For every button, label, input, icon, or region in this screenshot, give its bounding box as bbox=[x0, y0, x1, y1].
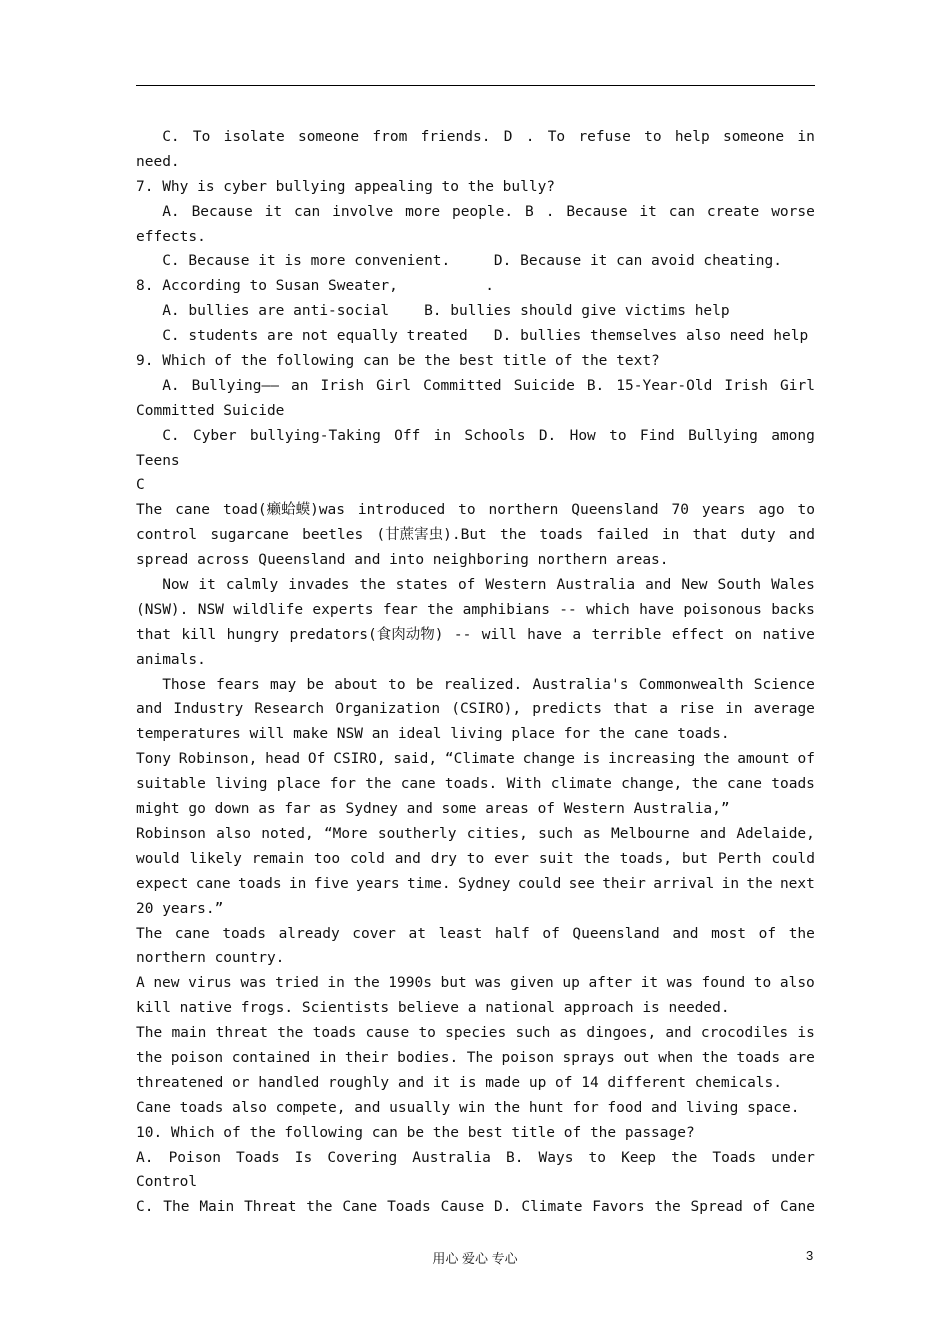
text-line: (NSW). NSW wildlife experts fear the amphibians -- which have poisonous backs bbox=[136, 601, 815, 618]
text-line: Teens bbox=[136, 452, 180, 469]
text-line: C. To isolate someone from friends. D . To refuse to help someone in bbox=[136, 129, 815, 145]
text-line: Committed Suicide bbox=[136, 402, 285, 419]
text-line: A. Bullying—— an Irish Girl Committed Suicide B. 15-Year-Old Irish Girl bbox=[136, 377, 815, 394]
text-line: 7. Why is cyber bullying appealing to the bully? bbox=[136, 178, 556, 195]
footer-motto: 用心 爱心 专心 bbox=[432, 1251, 518, 1266]
text-line: 9. Which of the following can be the best title of the text? bbox=[136, 353, 660, 370]
text-line: Tony Robinson, head Of CSIRO, said, “Climate change is increasing the amount of bbox=[136, 751, 815, 768]
text-line: animals. bbox=[136, 651, 206, 668]
text-line: C bbox=[136, 477, 145, 494]
text-line: Robinson also noted, “More southerly cities, such as Melbourne and Adelaide, bbox=[136, 825, 815, 842]
text-line: C. students are not equally treated D. bullies themselves also need help bbox=[136, 328, 809, 345]
text-line: might go down as far as Sydney and some areas of Western Australia,” bbox=[136, 801, 730, 818]
header-rule bbox=[136, 85, 815, 86]
text-line: expect cane toads in five years time. Sydney could see their arrival in the next bbox=[136, 875, 815, 892]
text-line: threatened or handled roughly and it is made up of 14 different chemicals. bbox=[136, 1074, 783, 1091]
text-line: effects. bbox=[136, 228, 206, 245]
text-line: control sugarcane beetles (甘蔗害虫).But the toads failed in that duty and bbox=[136, 527, 815, 544]
text-line: that kill hungry predators(食肉动物) -- will have a terrible effect on native bbox=[136, 626, 815, 643]
text-line: suitable living place for the cane toads. With climate change, the cane toads bbox=[136, 776, 815, 793]
text-line: C. The Main Threat the Cane Toads Cause D. Climate Favors the Spread of Cane bbox=[136, 1199, 815, 1216]
text-line: the poison contained in their bodies. The poison sprays out when the toads are bbox=[136, 1049, 815, 1066]
text-line: and Industry Research Organization (CSIRO), predicts that a rise in average bbox=[136, 701, 815, 718]
document-body bbox=[136, 125, 815, 1220]
text-line: The main threat the toads cause to species such as dingoes, and crocodiles is bbox=[136, 1025, 815, 1042]
text-line: Now it calmly invades the states of Western Australia and New South Wales bbox=[136, 577, 815, 594]
text-line: kill native frogs. Scientists believe a national approach is needed. bbox=[136, 1000, 730, 1017]
text-line: temperatures will make NSW an ideal living place for the cane toads. bbox=[136, 726, 730, 743]
text-line: Those fears may be about to be realized. Australia's Commonwealth Science bbox=[136, 676, 815, 693]
text-line: 8. According to Susan Sweater, . bbox=[136, 278, 494, 295]
text-line: C. Because it is more convenient. D. Because it can avoid cheating. bbox=[136, 253, 783, 270]
text-line: 10. Which of the following can be the best title of the passage? bbox=[136, 1124, 695, 1141]
text-line: would likely remain too cold and dry to ever suit the toads, but Perth could bbox=[136, 850, 815, 867]
text-line: need. bbox=[136, 153, 180, 170]
text-line: 20 years.” bbox=[136, 900, 224, 917]
text-line: A new virus was tried in the 1990s but was given up after it was found to also bbox=[136, 975, 815, 992]
page-number: 3 bbox=[806, 1248, 814, 1263]
text-line: A. Poison Toads Is Covering Australia B. Ways to Keep the Toads under bbox=[136, 1149, 815, 1166]
text-line: The cane toads already cover at least half of Queensland and most of the bbox=[136, 925, 815, 942]
text-line: A. Because it can involve more people. B . Because it can create worse bbox=[136, 203, 815, 220]
text-line: Cane toads also compete, and usually win the hunt for food and living space. bbox=[136, 1099, 800, 1116]
text-line: The cane toad(癞蛤蟆)was introduced to northern Queensland 70 years ago to bbox=[136, 502, 815, 519]
text-line: Control bbox=[136, 1174, 198, 1191]
text-line: C. Cyber bullying-Taking Off in Schools D. How to Find Bullying among bbox=[136, 427, 815, 444]
text-line: northern country. bbox=[136, 950, 285, 967]
text-line: A. bullies are anti-social B. bullies should give victims help bbox=[136, 303, 730, 320]
text-line: spread across Queensland and into neighboring northern areas. bbox=[136, 552, 669, 569]
